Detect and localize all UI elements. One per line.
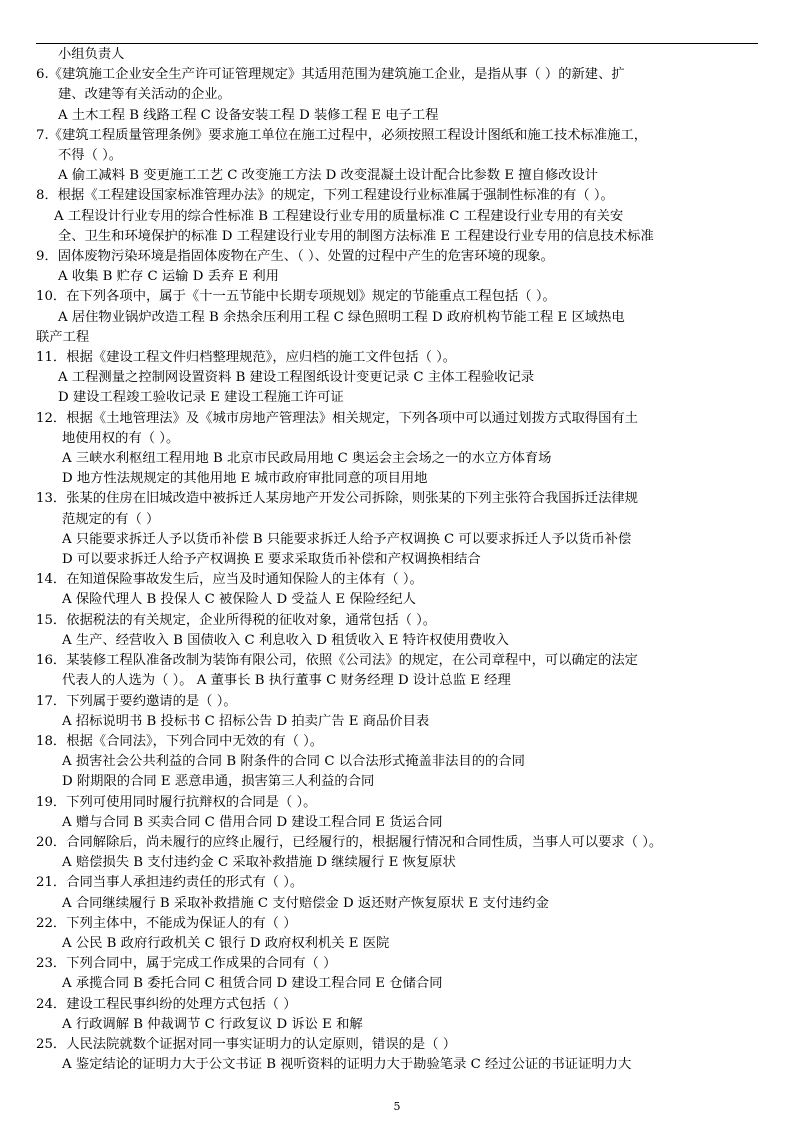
header-rule bbox=[36, 43, 758, 44]
question-14: 14．在知道保险事故发生后，应当及时通知保险人的主体有（ ）。 bbox=[36, 572, 423, 588]
options-20: A 赔偿损失 B 支付违约金 C 采取补救措施 D 继续履行 E 恢复原状 bbox=[62, 855, 456, 871]
options-11-cont: D 建设工程竣工验收记录 E 建设工程施工许可证 bbox=[58, 390, 344, 406]
question-21: 21．合同当事人承担违约责任的形式有（ ）。 bbox=[36, 875, 304, 891]
options-21: A 合同继续履行 B 采取补救措施 C 支付赔偿金 D 返还财产恢复原状 E 支付违约金 bbox=[62, 895, 549, 911]
question-8: 8．根据《工程建设国家标准管理办法》的规定，下列工程建设行业标准属于强制性标准的有（ ）。 bbox=[36, 188, 614, 204]
options-19: A 赠与合同 B 买卖合同 C 借用合同 D 建设工程合同 E 货运合同 bbox=[62, 814, 443, 830]
question-16: 16．某装修工程队准备改制为装饰有限公司，依照《公司法》的规定，在公司章程中，可以确定的法定 bbox=[36, 653, 638, 669]
question-15: 15．依据税法的有关规定，企业所得税的征收对象，通常包括（ ）。 bbox=[36, 612, 437, 628]
options-25: A 鉴定结论的证明力大于公文书证 B 视听资料的证明力大于勘验笔录 C 经过公证的书证证明力大 bbox=[62, 1057, 632, 1073]
question-20: 20．合同解除后，尚未履行的应终止履行，已经履行的，根据履行情况和合同性质，当事人可以要求（ ）。 bbox=[36, 834, 663, 850]
question-22: 22．下列主体中，不能成为保证人的有（ ） bbox=[36, 915, 297, 931]
options-8: A 工程设计行业专用的综合性标准 B 工程建设行业专用的质量标准 C 工程建设行业专用的有关安 bbox=[54, 208, 624, 224]
text-line: 建、改建等有关活动的企业。 bbox=[58, 87, 231, 103]
text-line: 小组负责人 bbox=[58, 47, 125, 62]
question-23: 23．下列合同中，属于完成工作成果的合同有（ ） bbox=[36, 956, 337, 972]
options-12-cont: D 地方性法规规定的其他用地 E 城市政府审批同意的项目用地 bbox=[62, 471, 428, 487]
question-19: 19．下列可使用同时履行抗辩权的合同是（ ）。 bbox=[36, 794, 317, 810]
options-14: A 保险代理人 B 投保人 C 被保险人 D 受益人 E 保险经纪人 bbox=[62, 592, 416, 608]
question-9: 9．固体废物污染环境是指固体废物在产生、（ ）、处置的过程中产生的危害环境的现象。 bbox=[36, 249, 554, 265]
options-16: 代表人的人选为（ ）。 A 董事长 B 执行董事 C 财务经理 D 设计总监 E 经理 bbox=[62, 673, 511, 689]
options-13-cont: D 可以要求拆迁人给予产权调换 E 要求采取货币补偿和产权调换相结合 bbox=[62, 552, 481, 568]
question-7: 7.《建筑工程质量管理条例》要求施工单位在施工过程中，必须按照工程设计图纸和施工技术标准施工， bbox=[36, 127, 648, 143]
options-7: A 偷工减料 B 变更施工工艺 C 改变施工方法 D 改变混凝土设计配合比参数 E 擅自修改设计 bbox=[58, 168, 599, 184]
page-number: 5 bbox=[393, 1100, 401, 1113]
options-15: A 生产、经营收入 B 国债收入 C 利息收入 D 租赁收入 E 特许权使用费收入 bbox=[62, 632, 509, 648]
options-22: A 公民 B 政府行政机关 C 银行 D 政府权利机关 E 医院 bbox=[62, 935, 390, 951]
exam-page bbox=[36, 45, 760, 1075]
options-11: A 工程测量之控制网设置资料 B 建设工程图纸设计变更记录 C 主体工程验收记录 bbox=[58, 370, 535, 386]
options-6: A 土木工程 B 线路工程 C 设备安装工程 D 装修工程 E 电子工程 bbox=[58, 107, 439, 123]
options-9: A 收集 B 贮存 C 运输 D 丢弃 E 利用 bbox=[58, 269, 279, 285]
text-line: 地使用权的有（ ）。 bbox=[62, 430, 180, 446]
text-line: 范规定的有（ ） bbox=[62, 511, 160, 527]
options-10-cont: 联产工程 bbox=[36, 329, 90, 345]
question-11: 11．根据《建设工程文件归档整理规范》，应归档的施工文件包括（ ）。 bbox=[36, 350, 457, 366]
question-6: 6.《建筑施工企业安全生产许可证管理规定》其适用范围为建筑施工企业，是指从事（ ）的新建、扩 bbox=[36, 67, 625, 83]
text-line: 不得（ ）。 bbox=[58, 148, 123, 164]
question-17: 17．下列属于要约邀请的是（ ）。 bbox=[36, 693, 237, 709]
options-10: A 居住物业锅炉改造工程 B 余热余压利用工程 C 绿色照明工程 D 政府机构节能工程 E 区域热电 bbox=[58, 309, 625, 325]
options-18: A 损害社会公共利益的合同 B 附条件的合同 C 以合法形式掩盖非法目的的合同 bbox=[62, 754, 525, 770]
options-12: A 三峡水利枢纽工程用地 B 北京市民政局用地 C 奥运会主会场之一的水立方体育场 bbox=[62, 451, 552, 467]
question-12: 12．根据《土地管理法》及《城市房地产管理法》相关规定，下列各项中可以通过划拨方式取得国有土 bbox=[36, 410, 638, 426]
options-23: A 承揽合同 B 委托合同 C 租赁合同 D 建设工程合同 E 仓储合同 bbox=[62, 976, 443, 992]
options-8-cont: 全、卫生和环境保护的标准 D 工程建设行业专用的制图方法标准 E 工程建设行业专用的信息技术标准 bbox=[58, 228, 654, 244]
question-18: 18．根据《合同法》，下列合同中无效的有（ ）。 bbox=[36, 733, 324, 749]
options-24: A 行政调解 B 仲裁调节 C 行政复议 D 诉讼 E 和解 bbox=[62, 1016, 363, 1032]
options-18-cont: D 附期限的合同 E 恶意串通，损害第三人利益的合同 bbox=[62, 774, 375, 790]
options-17: A 招标说明书 B 投标书 C 招标公告 D 拍卖广告 E 商品价目表 bbox=[62, 713, 430, 729]
question-10: 10．在下列各项中，属于《十一五节能中长期专项规划》规定的节能重点工程包括（ ）。 bbox=[36, 289, 556, 305]
question-13: 13．张某的住房在旧城改造中被拆迁人某房地产开发公司拆除，则张某的下列主张符合我国拆迁法律规 bbox=[36, 491, 638, 507]
question-24: 24．建设工程民事纠纷的处理方式包括（ ） bbox=[36, 996, 297, 1012]
question-25: 25．人民法院就数个证据对同一事实证明力的认定原则，错误的是（ ） bbox=[36, 1036, 457, 1052]
options-13: A 只能要求拆迁人予以货币补偿 B 只能要求拆迁人给予产权调换 C 可以要求拆迁人予以货币补偿 bbox=[62, 531, 632, 547]
